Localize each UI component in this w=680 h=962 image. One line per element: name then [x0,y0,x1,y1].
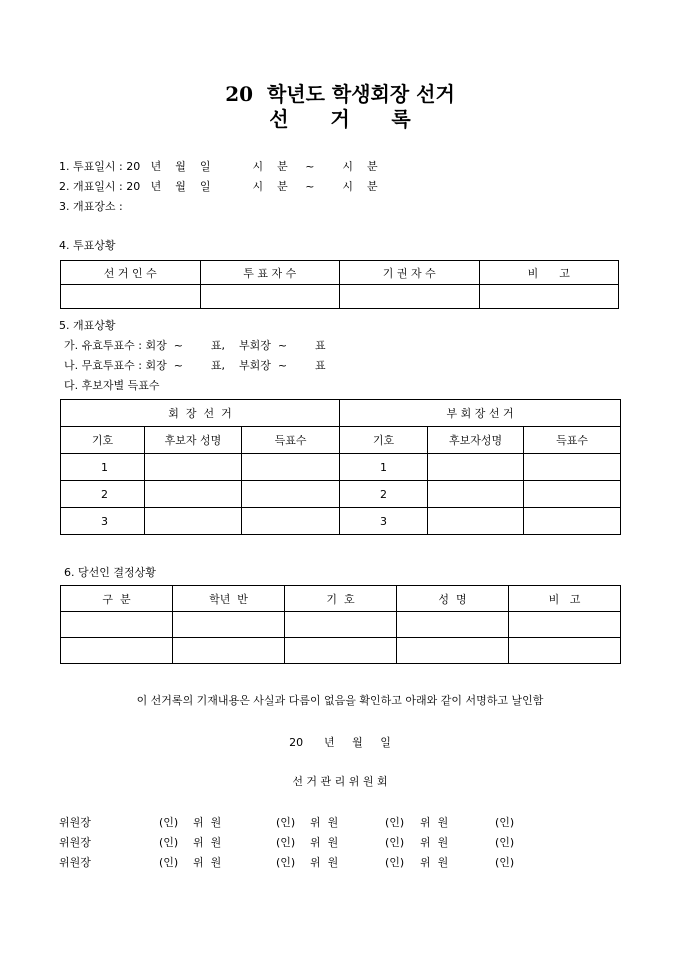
seal-mark: (인) [276,856,296,869]
table-row [61,638,621,664]
member-label: 위 원 [310,816,339,829]
president-col-votes: 득표수 [242,427,340,454]
winner-status-table [60,585,621,664]
seal-mark: (인) [495,816,515,829]
header-category: 구 분 [61,586,173,612]
document-title: 20 학년도 학생회장 선거 [225,82,455,106]
header-ballots-cast: 투 표 자 수 [200,261,340,285]
cell-voters [61,285,201,309]
document-subtitle: 선 거 록 [269,107,411,131]
president-col-name: 후보자 성명 [145,427,242,454]
vote-datetime: 1. 투표일시 : 20 년 월 일 시 분 ~ 시 분 [59,160,378,173]
votes-by-candidate-heading: 다. 후보자별 득표수 [64,379,160,392]
count-place: 3. 개표장소 : [59,200,123,213]
member-label: 위 원 [193,816,222,829]
committee-name: 선 거 관 리 위 원 회 [292,775,388,788]
header-remarks: 비 고 [479,261,619,285]
seal-mark: (인) [495,856,515,869]
header-number: 기 호 [285,586,397,612]
member-label: 위 원 [193,856,222,869]
member-label: 위 원 [420,856,449,869]
cell-abstentions [340,285,480,309]
counting-status-heading: 5. 개표상황 [59,319,116,332]
seal-mark: (인) [159,856,179,869]
member-label: 위 원 [420,836,449,849]
president-number: 1 [61,454,145,481]
header-remarks: 비 고 [509,586,621,612]
valid-ballots-line: 가. 유효투표수 : 회장 ~ 표, 부회장 ~ 표 [64,339,326,352]
seal-mark: (인) [385,836,405,849]
seal-mark: (인) [159,836,179,849]
vice-president-election-header: 부 회 장 선 거 [340,400,621,427]
seal-mark: (인) [159,816,179,829]
chair-label: 위원장 [59,836,91,849]
table-row [61,454,621,481]
cell-ballots-cast [200,285,340,309]
vice-number: 2 [340,481,428,508]
chair-label: 위원장 [59,856,91,869]
member-label: 위 원 [420,816,449,829]
seal-mark: (인) [385,816,405,829]
header-abstentions: 기 권 자 수 [340,261,480,285]
member-label: 위 원 [310,836,339,849]
member-label: 위 원 [310,856,339,869]
president-election-header: 회 장 선 거 [61,400,340,427]
vice-col-name: 후보자성명 [428,427,524,454]
chair-label: 위원장 [59,816,91,829]
president-col-number: 기호 [61,427,145,454]
confirmation-statement: 이 선거록의 기재내용은 사실과 다름이 없음을 확인하고 아래와 같이 서명하고 날인함 [136,694,544,707]
vice-col-votes: 득표수 [524,427,621,454]
table-row [61,612,621,638]
table-row [61,481,621,508]
cell-remarks [479,285,619,309]
count-datetime: 2. 개표일시 : 20 년 월 일 시 분 ~ 시 분 [59,180,378,193]
vice-number: 3 [340,508,428,535]
winner-status-heading: 6. 당선인 결정상황 [64,566,156,579]
header-voters: 선 거 인 수 [61,261,201,285]
seal-mark: (인) [276,816,296,829]
vice-number: 1 [340,454,428,481]
table-row [61,508,621,535]
date-line: 20 년 월 일 [289,736,391,749]
president-number: 3 [61,508,145,535]
member-label: 위 원 [193,836,222,849]
seal-mark: (인) [495,836,515,849]
invalid-ballots-line: 나. 무효투표수 : 회장 ~ 표, 부회장 ~ 표 [64,359,326,372]
header-grade-class: 학년 반 [173,586,285,612]
seal-mark: (인) [385,856,405,869]
president-number: 2 [61,481,145,508]
voting-status-table [60,260,619,309]
candidate-votes-table [60,399,621,535]
header-name: 성 명 [397,586,509,612]
seal-mark: (인) [276,836,296,849]
voting-status-heading: 4. 투표상황 [59,239,116,252]
vice-col-number: 기호 [340,427,428,454]
